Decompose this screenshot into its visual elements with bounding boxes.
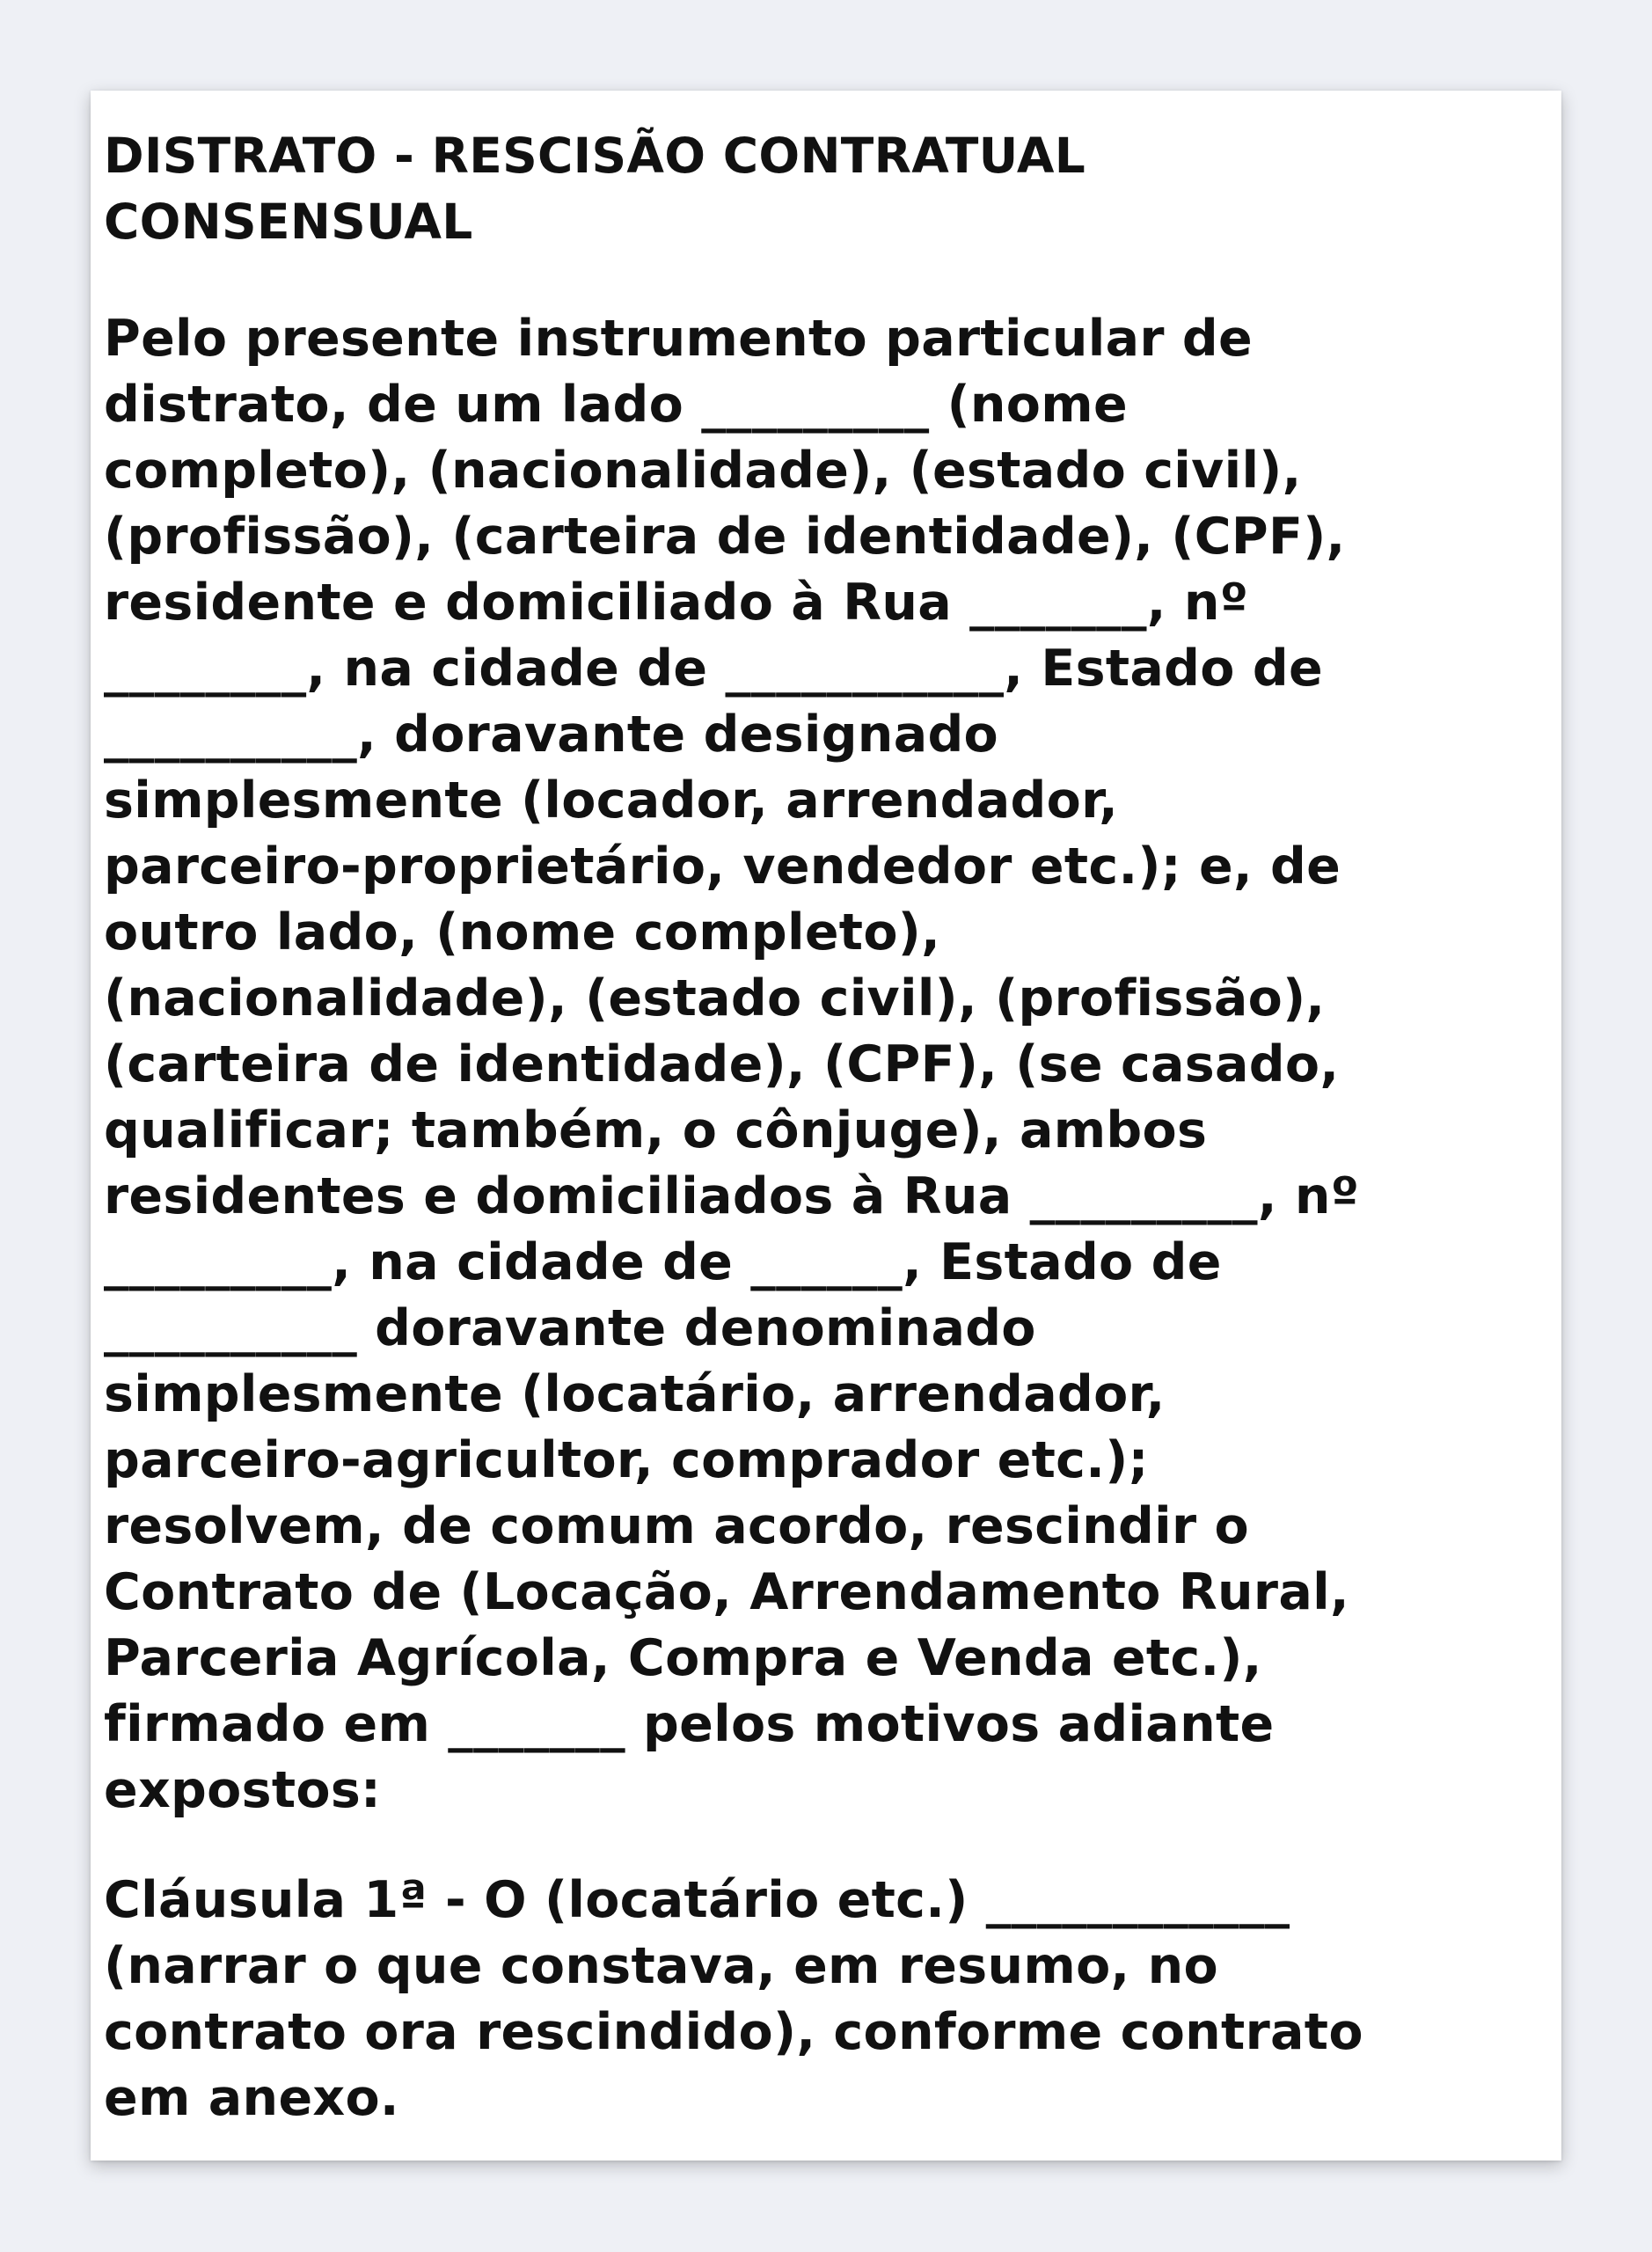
paragraph-line: qualificar; também, o cônjuge), ambos	[104, 1101, 1208, 1159]
paragraph-line: distrato, de um lado _________ (nome	[104, 376, 1128, 434]
paragraph-line: residentes e domiciliados à Rua _________, nº	[104, 1167, 1360, 1225]
document-title	[104, 123, 1494, 255]
paragraph-line: firmado em _______ pelos motivos adiante	[104, 1695, 1275, 1753]
title-line: CONSENSUAL	[104, 194, 473, 250]
paragraph-line: (nacionalidade), (estado civil), (profissão),	[104, 969, 1326, 1027]
paragraph-line: Parceria Agrícola, Compra e Venda etc.),	[104, 1629, 1262, 1687]
paragraph-line: residente e domiciliado à Rua _______, nº	[104, 574, 1249, 632]
document-content	[104, 123, 1494, 2175]
paragraph-line: expostos:	[104, 1761, 382, 1819]
paragraph-line: Cláusula 1ª - O (locatário etc.) ____________	[104, 1871, 1290, 1929]
paragraph-line: __________ doravante denominado	[104, 1299, 1036, 1357]
paragraph-line: ________, na cidade de ___________, Estado de	[104, 640, 1323, 698]
clause-1-paragraph	[104, 1868, 1494, 2131]
paragraph-line: outro lado, (nome completo),	[104, 903, 941, 961]
paragraph-line: completo), (nacionalidade), (estado civil),	[104, 442, 1302, 500]
paragraph-line: resolvem, de comum acordo, rescindir o	[104, 1497, 1249, 1555]
paragraph-line: (carteira de identidade), (CPF), (se casado,	[104, 1035, 1340, 1093]
paragraph-line: (profissão), (carteira de identidade), (CPF),	[104, 508, 1346, 566]
paragraph-line: parceiro-agricultor, comprador etc.);	[104, 1431, 1149, 1489]
paragraph-line: simplesmente (locador, arrendador,	[104, 771, 1119, 830]
paragraph-line: (narrar o que constava, em resumo, no	[104, 1937, 1218, 1995]
paragraph-line: em anexo.	[104, 2069, 399, 2127]
paragraph-line: parceiro-proprietário, vendedor etc.); e, de	[104, 837, 1341, 896]
paragraph-line: __________, doravante designado	[104, 706, 999, 764]
paragraph-line: Pelo presente instrumento particular de	[104, 310, 1253, 368]
paragraph-line: contrato ora rescindido), conforme contrato	[104, 2003, 1363, 2061]
opening-paragraph	[104, 306, 1494, 1824]
paragraph-line: _________, na cidade de ______, Estado de	[104, 1233, 1222, 1291]
paragraph-line: simplesmente (locatário, arrendador,	[104, 1365, 1166, 1423]
title-line: DISTRATO - RESCISÃO CONTRATUAL	[104, 128, 1086, 184]
paragraph-line: Contrato de (Locação, Arrendamento Rural,	[104, 1563, 1349, 1621]
